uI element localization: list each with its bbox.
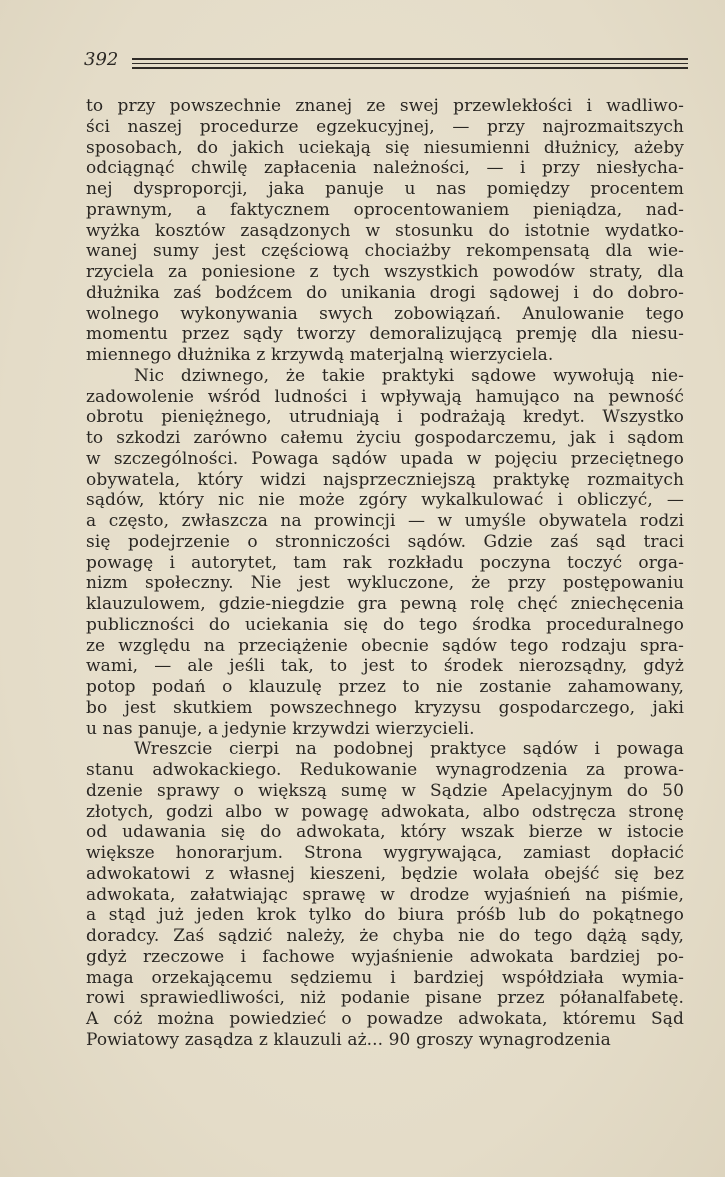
text-line: klauzulowem, gdzie-niegdzie gra pewną rolę chęć zniechęcenia: [86, 594, 684, 614]
text-line: zadowolenie wśród ludności i wpływają hamująco na pewność: [86, 386, 684, 407]
header-rule: [132, 58, 688, 60]
text-line: się podejrzenie o stronniczości sądów. Gdzie zaś sąd traci: [86, 531, 684, 552]
text-line: adwokatowi z własnej kieszeni, będzie wolała obejść się bez: [86, 863, 684, 884]
text-line: a stąd już jeden krok tylko do biura próśb lub do pokątnego: [86, 905, 684, 926]
header-rule: [132, 67, 688, 69]
text-line: doradcy. Zaś sądzić należy, że chyba nie do tego dążą sądy,: [86, 926, 684, 946]
text-line: Nic dziwnego, że takie praktyki sądowe wywołują nie-: [134, 365, 684, 386]
page-number: 392: [84, 49, 119, 70]
text-line: publiczności do uciekania się do tego środka proceduralnego: [86, 614, 684, 635]
text-line: wolnego wykonywania swych zobowiązań. Anulowanie tego: [86, 303, 684, 324]
text-line: to szkodzi zarówno całemu życiu gospodarczemu, jak i sądom: [86, 428, 684, 448]
text-line: ze względu na przeciążenie obecnie sądów tego rodzaju spra-: [86, 635, 684, 656]
text-line: rzyciela za poniesione z tych wszystkich powodów straty, dla: [86, 262, 684, 282]
text-line: miennego dłużnika z krzywdą materjalną wierzyciela.: [86, 345, 554, 365]
text-line: bo jest skutkiem powszechnego kryzysu gospodarczego, jaki: [86, 697, 684, 718]
text-line: wami, — ale jeśli tak, to jest to środek nierozsądny, gdyż: [86, 656, 684, 677]
text-line: ści naszej procedurze egzekucyjnej, — przy najrozmaitszych: [86, 116, 684, 137]
text-line: dłużnika zaś bodźcem do unikania drogi sądowej i do dobro-: [86, 282, 684, 303]
text-line: sądów, który nic nie może zgóry wykalkulować i obliczyć, —: [86, 490, 684, 511]
header-rule: [132, 63, 688, 64]
text-line: gdyż rzeczowe i fachowe wyjaśnienie adwokata bardziej po-: [86, 946, 684, 967]
text-line: rowi sprawiedliwości, niż podanie pisane przez półanalfabetę.: [86, 988, 684, 1009]
text-line: obywatela, który widzi najsprzeczniejszą praktykę rozmaitych: [86, 469, 684, 490]
text-line: złotych, godzi albo w powagę adwokata, albo odstręcza stronę: [86, 801, 684, 822]
text-line: od udawania się do adwokata, który wszak bierze w istocie: [86, 822, 684, 843]
text-line: wanej sumy jest częściową chociażby rekompensatą dla wie-: [86, 241, 684, 262]
text-line: wyżka kosztów zasądzonych w stosunku do istotnie wydatko-: [86, 220, 684, 241]
text-line: prawnym, a faktycznem oprocentowaniem pieniądza, nad-: [86, 199, 684, 220]
text-line: Wreszcie cierpi na podobnej praktyce sądów i powaga: [134, 739, 684, 760]
text-line: u nas panuje, a jedynie krzywdzi wierzycieli.: [86, 718, 475, 739]
text-line: momentu przez sądy tworzy demoralizującą premję dla niesu-: [86, 324, 684, 345]
text-line: powagę i autorytet, tam rak rozkładu poczyna toczyć orga-: [86, 552, 684, 573]
text-line: A cóż można powiedzieć o powadze adwokata, któremu Sąd: [86, 1009, 684, 1029]
text-line: stanu adwokackiego. Redukowanie wynagrodzenia za prowa-: [86, 760, 684, 780]
page-header: [84, 50, 688, 72]
body-text: [86, 96, 684, 1051]
text-line: obrotu pieniężnego, utrudniają i podrażają kredyt. Wszystko: [86, 407, 684, 428]
text-line: potop podań o klauzulę przez to nie zostanie zahamowany,: [86, 677, 684, 697]
text-line: dzenie sprawy o większą sumę w Sądzie Apelacyjnym do 50: [86, 780, 684, 801]
text-line: maga orzekającemu sędziemu i bardziej współdziała wymia-: [86, 967, 684, 988]
text-line: adwokata, załatwiając sprawę w drodze wyjaśnień na piśmie,: [86, 884, 684, 905]
text-line: nizm społeczny. Nie jest wykluczone, że przy postępowaniu: [86, 573, 684, 594]
text-line: nej dysproporcji, jaka panuje u nas pomiędzy procentem: [86, 179, 684, 199]
text-line: większe honorarjum. Strona wygrywająca, zamiast dopłacić: [86, 843, 684, 863]
text-line: w szczególności. Powaga sądów upada w pojęciu przeciętnego: [86, 448, 684, 469]
text-line: odciągnąć chwilę zapłacenia należności, — i przy niesłycha-: [86, 158, 684, 179]
text-line: Powiatowy zasądza z klauzuli aż... 90 groszy wynagrodzenia: [86, 1029, 611, 1050]
text-line: a często, zwłaszcza na prowincji — w umyśle obywatela rodzi: [86, 511, 684, 531]
text-line: sposobach, do jakich uciekają się niesumienni dłużnicy, ażeby: [86, 137, 684, 158]
text-line: to przy powszechnie znanej ze swej przewlekłości i wadliwo-: [86, 96, 684, 116]
